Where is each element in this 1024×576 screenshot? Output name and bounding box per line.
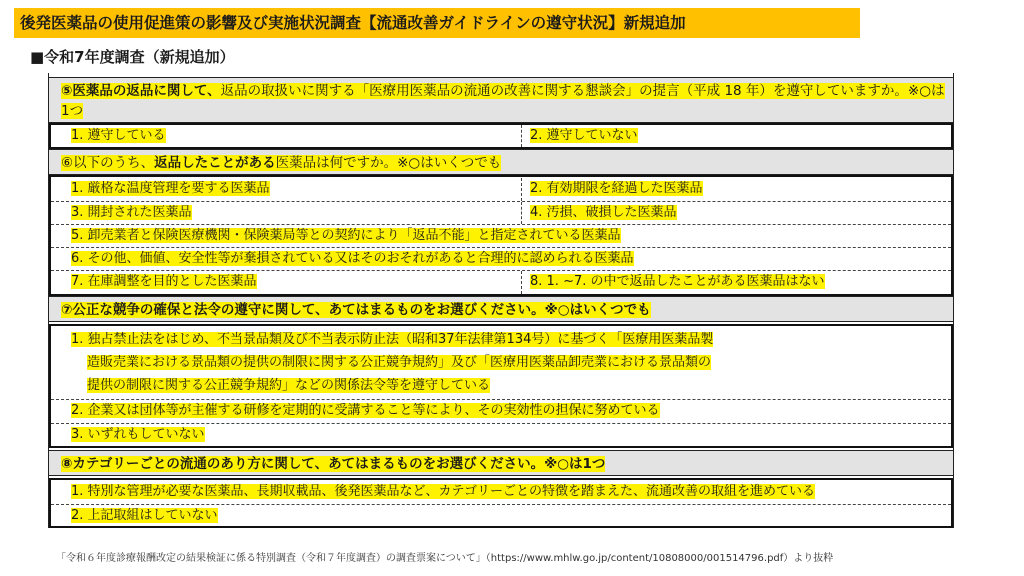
question-5-text: 返品の取扱いに関する「医療用医薬品の流通の改善に関する懇談会」の提言（平成 18 年）を遵守していますか。※○は1つ	[61, 83, 945, 119]
option-item[interactable]: 5. 卸売業者と保険医療機関・保険薬局等との契約により「返品不能」と指定されている医薬品	[71, 228, 621, 243]
option-1-line-2: 造販売業における景品類の提供の制限に関する公正競争規約」及び「医療用医薬品卸売業における景品類の	[87, 355, 712, 370]
question-6-options	[49, 175, 953, 296]
options-row	[51, 201, 951, 224]
options-row	[51, 423, 951, 446]
question-6-text: ⑥以下のうち、	[61, 155, 155, 171]
question-6-header	[49, 149, 953, 175]
option-item[interactable]: 2. 上記取組はしていない	[71, 508, 218, 523]
option-item[interactable]: 1. 特別な管理が必要な医薬品、長期収載品、後発医薬品など、カテゴリーごとの特徴を踏まえた、流通改善の取組を進めている	[71, 484, 816, 499]
options-row	[51, 178, 951, 201]
option-item[interactable]: 4. 汚損、破損した医薬品	[521, 202, 677, 224]
question-7-text: ⑦公正な競争の確保と法令の遵守に関して、あてはまるものをお選びください。※○はいくつでも	[61, 302, 651, 318]
option-item[interactable]: 2. 企業又は団体等が主催する研修を定期的に受講すること等により、その実効性の担保に努めている	[71, 403, 660, 418]
option-1-line-1: 1. 独占禁止法をはじめ、不当景品類及び不当表示防止法（昭和37年法律第134号）に基づく「医療用医薬品製	[71, 332, 714, 347]
question-7-options	[49, 324, 953, 448]
option-item[interactable]: 8. 1. ~7. の中で返品したことがある医薬品はない	[521, 271, 825, 294]
question-8-header	[49, 450, 953, 476]
option-item[interactable]: 6. その他、価値、安全性等が棄損されている又はそのおそれがあると合理的に認められる医薬品	[71, 251, 634, 266]
question-8-options	[49, 478, 953, 528]
option-item[interactable]: 2. 有効期限を経過した医薬品	[521, 178, 703, 201]
survey-subtitle: ■令和7年度調査（新規追加）	[30, 48, 235, 66]
option-item[interactable]: 2. 遵守していない	[521, 125, 638, 147]
page-title: 後発医薬品の使用促進策の影響及び実施状況調査【流通改善ガイドラインの遵守状況】新規追加	[14, 8, 860, 38]
options-row	[51, 481, 951, 504]
option-item[interactable]: 1. 厳格な温度管理を要する医薬品	[71, 181, 270, 196]
option-item[interactable]: 3. 開封された医薬品	[71, 205, 192, 220]
option-item[interactable]: 7. 在庫調整を目的とした医薬品	[71, 274, 257, 289]
options-row	[51, 247, 951, 270]
options-row	[51, 270, 951, 294]
options-row	[51, 399, 951, 423]
options-row	[51, 224, 951, 247]
source-footnote: 「令和６年度診療報酬改定の結果検証に係る特別調査（令和７年度調査）の調査票案について」（https://www.mhlw.go.jp/content/10808000/001514796.pdf）より抜粋	[56, 553, 834, 564]
option-item[interactable]	[51, 328, 951, 398]
option-item[interactable]: 1. 遵守している	[71, 128, 166, 143]
question-5-bold: ⑤医薬品の返品に関して、	[61, 83, 221, 99]
option-1-line-3: 提供の制限に関する公正競争規約」などの関係法令等を遵守している	[87, 378, 491, 393]
options-row	[51, 125, 951, 147]
question-6-bold: 返品したことがある	[154, 155, 276, 171]
question-7-header	[49, 296, 953, 322]
option-item[interactable]: 3. いずれもしていない	[71, 427, 205, 442]
question-5-options	[49, 123, 953, 149]
question-8-text: ⑧カテゴリーごとの流通のあり方に関して、あてはまるものをお選びください。※○は1つ	[61, 456, 606, 472]
question-6-text-end: 医薬品は何ですか。※○はいくつでも	[275, 155, 502, 171]
survey-form	[48, 73, 954, 528]
options-row	[51, 504, 951, 526]
question-5-header	[49, 77, 953, 123]
